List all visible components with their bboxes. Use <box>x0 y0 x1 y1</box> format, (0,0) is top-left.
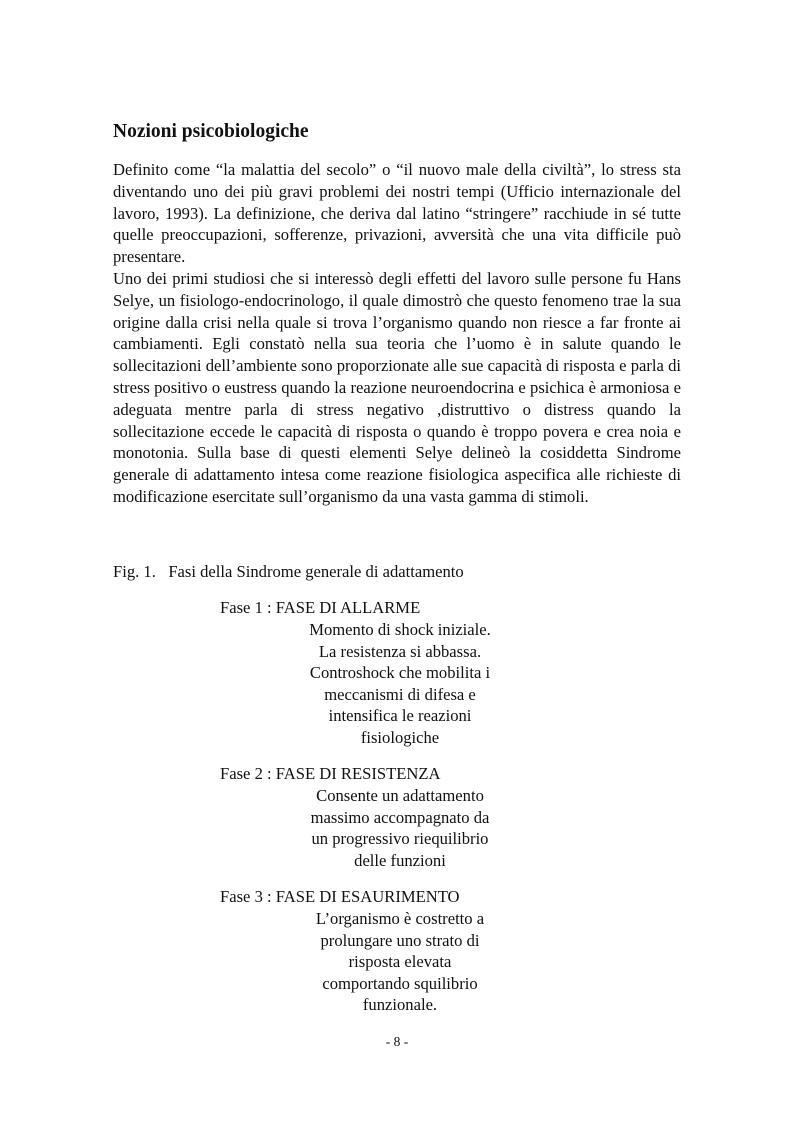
phase-line: Consente un adattamento <box>316 786 484 805</box>
phase-line: L’organismo è costretto a <box>315 909 485 928</box>
phase-line: delle funzioni <box>354 850 446 870</box>
phase-line: funzionale. <box>362 995 438 1015</box>
section-heading: Nozioni psicobiologiche <box>113 121 309 142</box>
phase-alarm <box>220 597 580 749</box>
phase-description <box>220 619 580 749</box>
phase-line: massimo accompagnato da <box>310 807 490 827</box>
body-text <box>113 159 681 508</box>
phase-line: un progressivo riequilibrio <box>311 829 489 849</box>
phase-exhaustion <box>220 886 580 1016</box>
phase-description <box>220 908 580 1016</box>
phase-title: Fase 1 : FASE DI ALLARME <box>220 598 421 617</box>
phase-line: La resistenza si abbassa. <box>318 641 482 661</box>
paragraph-intro: Definito come “la malattia del secolo” o “il nuovo male della civiltà”, lo stress sta diventando uno dei più gravi problemi dei nostri tempi (Ufficio internazionale del lavoro, 1993). La definizione, che deriva dal latino “stringere” racchiude in sé tutte quelle preoccupazioni, sofferenze, privazioni, avversità che una vita difficile può presentare. <box>113 160 681 267</box>
phase-title: Fase 3 : FASE DI ESAURIMENTO <box>220 887 460 906</box>
phase-resistance <box>220 763 580 871</box>
phase-line: meccanismi di difesa e <box>324 684 476 704</box>
phase-line: intensifica le reazioni <box>328 706 472 726</box>
phase-line: risposta elevata <box>348 952 452 972</box>
phase-line: fisiologiche <box>360 727 440 747</box>
phase-line: Momento di shock iniziale. <box>309 620 491 639</box>
paragraph-selye: Uno dei primi studiosi che si interessò degli effetti del lavoro sulle persone fu Hans Selye, un fisiologo-endocrinologo, il quale dimostrò che questo fenomeno trae la sua origine dalla crisi nella quale si trova l’organismo quando non riesce a far fronte ai cambiamenti. Egli constatò nella sua teoria che l’uomo è in salute quando le sollecitazioni dell’ambiente sono proporzionate alle sue capacità di risposta e parla di stress positivo o eustress quando la reazione neuroendocrina e psichica è armoniosa e adeguata mentre parla di stress negativo ,distruttivo o distress quando la sollecitazione eccede le capacità di risposta o quando è troppo povera e crea noia e monotonia. Sulla base di questi elementi Selye delineò la cosiddetta Sindrome generale di adattamento intesa come reazione fisiologica aspecifica alle richieste di modificazione esercitate sull’organismo da una vasta gamma di stimoli. <box>113 268 681 506</box>
phase-description <box>220 785 580 871</box>
phase-line: comportando squilibrio <box>322 973 478 993</box>
page-number: - 8 - <box>385 1034 409 1049</box>
phase-line: prolungare uno strato di <box>320 930 480 950</box>
figure-caption: Fig. 1. Fasi della Sindrome generale di adattamento <box>113 562 464 581</box>
phase-line: Controshock che mobilita i <box>309 663 491 683</box>
phase-title: Fase 2 : FASE DI RESISTENZA <box>220 764 441 783</box>
